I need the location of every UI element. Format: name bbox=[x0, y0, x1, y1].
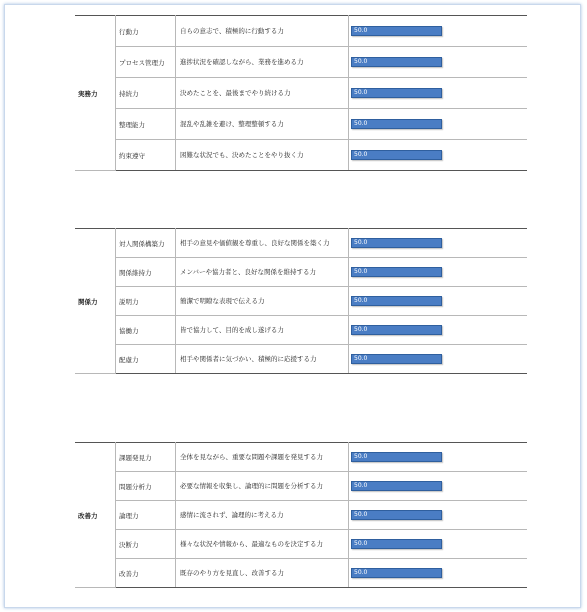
skill-description: 自らの意志で、積極的に行動する力 bbox=[176, 16, 349, 47]
score-bar: 50.0 bbox=[351, 88, 442, 98]
skill-name: 説明力 bbox=[116, 287, 176, 316]
table-row bbox=[75, 472, 527, 501]
skill-description: 簡潔で明瞭な表現で伝える力 bbox=[176, 287, 349, 316]
skill-description: 相手の意見や価値観を尊重し、良好な関係を築く力 bbox=[176, 229, 349, 258]
skill-description: 様々な状況や情報から、最適なものを決定する力 bbox=[176, 530, 349, 559]
skill-description: 既存のやり方を見直し、改善する力 bbox=[176, 559, 349, 588]
skill-name: 対人関係構築力 bbox=[116, 229, 176, 258]
skill-description: 感情に流されず、論理的に考える力 bbox=[176, 501, 349, 530]
table-row bbox=[75, 16, 527, 47]
category-label: 関係力 bbox=[75, 229, 116, 374]
table-row bbox=[75, 443, 527, 472]
skill-description: 必要な情報を収集し、論理的に問題を分析する力 bbox=[176, 472, 349, 501]
skill-name: プロセス管理力 bbox=[116, 47, 176, 78]
skill-name: 関係維持力 bbox=[116, 258, 176, 287]
table-row bbox=[75, 140, 527, 171]
skills-table-relationship bbox=[75, 228, 527, 374]
table-row bbox=[75, 258, 527, 287]
skill-name: 問題分析力 bbox=[116, 472, 176, 501]
score-bar: 50.0 bbox=[351, 568, 442, 578]
score-bar: 50.0 bbox=[351, 26, 442, 36]
table-row bbox=[75, 109, 527, 140]
table-row bbox=[75, 559, 527, 588]
skill-description: 決めたことを、最後までやり続ける力 bbox=[176, 78, 349, 109]
table-row bbox=[75, 78, 527, 109]
table-row bbox=[75, 229, 527, 258]
score-bar: 50.0 bbox=[351, 510, 442, 520]
skill-description: メンバーや協力者と、良好な関係を維持する力 bbox=[176, 258, 349, 287]
skill-description: 混乱や乱雑を避け、整理整頓する力 bbox=[176, 109, 349, 140]
score-bar: 50.0 bbox=[351, 119, 442, 129]
skill-description: 進捗状況を確認しながら、業務を進める力 bbox=[176, 47, 349, 78]
skill-name: 整理能力 bbox=[116, 109, 176, 140]
skill-name: 持続力 bbox=[116, 78, 176, 109]
category-label: 改善力 bbox=[75, 443, 116, 588]
score-bar: 50.0 bbox=[351, 539, 442, 549]
score-bar: 50.0 bbox=[351, 296, 442, 306]
skill-description: 全体を見ながら、重要な問題や課題を発見する力 bbox=[176, 443, 349, 472]
skill-name: 協働力 bbox=[116, 316, 176, 345]
score-bar: 50.0 bbox=[351, 452, 442, 462]
skill-name: 論理力 bbox=[116, 501, 176, 530]
score-bar: 50.0 bbox=[351, 354, 442, 364]
skill-description: 皆で協力して、目的を成し遂げる力 bbox=[176, 316, 349, 345]
score-bar: 50.0 bbox=[351, 150, 442, 160]
score-bar: 50.0 bbox=[351, 325, 442, 335]
table-row bbox=[75, 316, 527, 345]
table-row bbox=[75, 530, 527, 559]
skill-description: 困難な状況でも、決めたことをやり抜く力 bbox=[176, 140, 349, 171]
skill-description: 相手や関係者に気づかい、積極的に応援する力 bbox=[176, 345, 349, 374]
table-row bbox=[75, 345, 527, 374]
table-row bbox=[75, 501, 527, 530]
skill-name: 行動力 bbox=[116, 16, 176, 47]
category-label: 実務力 bbox=[75, 16, 116, 171]
score-bar: 50.0 bbox=[351, 238, 442, 248]
skill-name: 約束遵守 bbox=[116, 140, 176, 171]
skill-name: 改善力 bbox=[116, 559, 176, 588]
score-bar: 50.0 bbox=[351, 267, 442, 277]
skill-name: 課題発見力 bbox=[116, 443, 176, 472]
score-bar: 50.0 bbox=[351, 57, 442, 67]
skills-table-improvement bbox=[75, 442, 527, 588]
score-bar: 50.0 bbox=[351, 481, 442, 491]
skill-name: 決断力 bbox=[116, 530, 176, 559]
table-row bbox=[75, 287, 527, 316]
skill-name: 配慮力 bbox=[116, 345, 176, 374]
table-row bbox=[75, 47, 527, 78]
skills-table-practical bbox=[75, 15, 527, 171]
